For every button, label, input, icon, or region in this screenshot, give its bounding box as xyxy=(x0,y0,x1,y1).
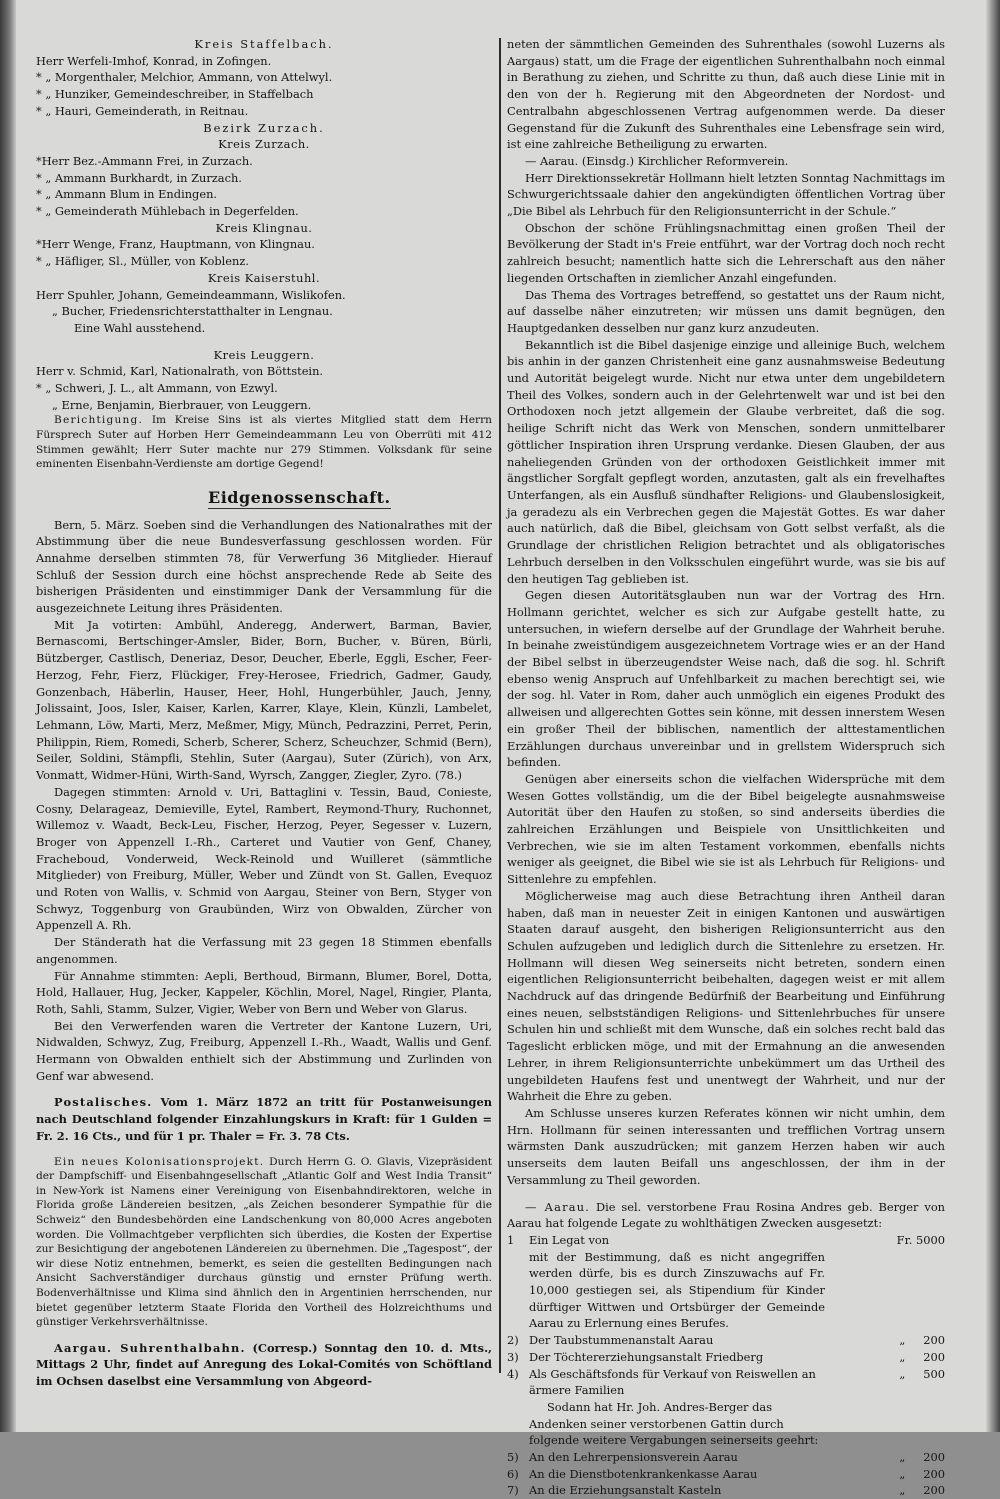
legacy-item: 6) An die Dienstbotenkrankenkasse Aarau „ 200 xyxy=(507,1466,945,1481)
article-paragraph: Genügen aber einerseits schon die vielfachen Widersprüche mit dem Wesen Gottes vollständig, um die der Bibel beigelegte ausnahmsweise Autorität über den Haufen zu stoßen, so sind anderseits überdies die zahlreichen Erzählungen und Beispiele von Unsittlichkeiten und Verbrechen, wie sie im alten Testament vorkommen, ebenfalls nichts weniger als geeignet, die Bibel wie sie ist als Lehrbuch für Religions- und Sittenlehre zu empfehlen. xyxy=(507,771,945,887)
column-divider xyxy=(499,38,501,1373)
election-line: Eine Wahl ausstehend. xyxy=(74,320,206,335)
article-paragraph: Obschon der schöne Frühlingsnachmittag einen großen Theil der Bevölkerung der Stadt in's Freie entführt, war der Vortrag doch noch recht zahlreich besucht; namentlich hatte sich die Lehrerschaft aus den näher liegenden Ortschaften in ziemlicher Anzahl eingefunden. xyxy=(507,220,945,285)
election-line: Herr Werfeli-Imhof, Konrad, in Zofingen. xyxy=(36,53,272,68)
right-column xyxy=(507,36,946,1498)
kreis-klingnau-heading: Kreis Klingnau. xyxy=(215,220,313,235)
election-line: Herr Spuhler, Johann, Gemeindeammann, Wislikofen. xyxy=(36,287,346,302)
election-line: Herr v. Schmid, Karl, Nationalrath, von Böttstein. xyxy=(36,364,324,379)
election-line: * „ Häfliger, Sl., Müller, von Koblenz. xyxy=(36,254,249,269)
article-paragraph: Bern, 5. März. Soeben sind die Verhandlungen des Nationalrathes mit der Abstimmung über die neue Bundesverfassung geschlossen worden. Für Annahme derselben stimmten 78, für Verwerfung 36 Mitglieder. Hierauf Schluß der Session durch eine höchst ansprechende Rede ab Seite des bisherigen Präsidenten und einstimmiger Dank der Versammlung für die ausgezeichnete Leitung ihres Präsidenten. xyxy=(36,517,492,616)
election-line: * „ Hauri, Gemeinderath, in Reitnau. xyxy=(36,103,249,118)
legacy-item: 7) An die Erziehungsanstalt Kasteln „ 200 xyxy=(507,1483,945,1498)
postalisches-title: Postalisches. xyxy=(54,1095,153,1110)
suhrenthalbahn-title: Aargau. Suhrenthalbahn. xyxy=(54,1340,246,1355)
election-line: * „ Morgenthaler, Melchior, Ammann, von Attelwyl. xyxy=(36,70,333,85)
election-line: „ Erne, Benjamin, Bierbrauer, von Leuggern. xyxy=(52,397,312,412)
legate-intro-text: Die sel. verstorbene Frau Rosina Andres geb. Berger von Aarau hat folgende Legate zu wohlthätigen Zwecken ausgesetzt: xyxy=(507,1199,946,1231)
election-line: „ Bucher, Friedensrichterstatthalter in Lengnau. xyxy=(52,304,333,319)
kolonisation-article xyxy=(36,1155,492,1330)
legacy-item: 3) Der Töchtererziehungsanstalt Friedberg „ 200 xyxy=(507,1349,945,1364)
article-paragraph: Mit Ja votirten: Ambühl, Anderegg, Anderwert, Barman, Bavier, Bernascomi, Bertschinger-Amsler, Bider, Born, Bucher, v. Büren, Bürli, Bützberger, Castlisch, Deneriaz, Desor, Deucher, Eberle, Eggli, Escher, Feer-Herzog, Fehr, Fierz, Flückiger, Frey-Herosee, Friedrich, Gadmer, Gaudy, Gonzenbach, Häberlin, Hauser, Heer, Hohl, Hungerbühler, Jauch, Jenny, Jolissaint, Joos, Isler, Kaiser, Karlen, Karrer, Klaye, Klein, Künzli, Lambelet, Lehmann, Löw, Marti, Merz, Meßmer, Migy, Münch, Pedrazzini, Perret, Perin, Philippin, Riem, Romedi, Scherb, Scherer, Scherz, Scheuchzer, Schmid (Bern), Seiler, Soldini, Stämpfli, Stehlin, Suter (Aargau), Suter (Zürich), von Arx, Vonmatt, Widmer-Hüni, Wirth-Sand, Wyrsch, Zangger, Ziegler, Zyro. (78.) xyxy=(36,617,492,783)
election-line: * „ Hunziker, Gemeindeschreiber, in Staffelbach xyxy=(36,87,314,102)
legacy-item: Sodann hat Hr. Joh. Andres-Berger das Andenken seiner verstorbenen Gattin durch folgende weitere Vergabungen seinerseits geehrt: xyxy=(529,1399,819,1448)
article-paragraph: Das Thema des Vortrages betreffend, so gestattet uns der Raum nicht, auf dasselbe näher einzutreten; wir müssen uns damit begnügen, den Hauptgedanken desselben nur ganz kurz anzudeuten. xyxy=(507,287,945,335)
reformverein-title: — Aarau. (Einsdg.) Kirchlicher Reformverein. xyxy=(525,153,789,168)
page-edge-left xyxy=(0,0,16,1432)
article-paragraph: Für Annahme stimmten: Aepli, Berthoud, Birmann, Blumer, Borel, Dotta, Hold, Hallauer, Hug, Jecker, Kappeler, Köchlin, Morel, Nagel, Ringier, Planta, Roth, Sahli, Stamm, Sulzer, Vigier, Weber von Bern und Weber von Glarus. xyxy=(36,968,492,1016)
election-line: *Herr Wenge, Franz, Hauptmann, von Klingnau. xyxy=(36,237,315,252)
berichtigung-text: Im Kreise Sins ist als viertes Mitglied statt dem Herrn Fürsprech Suter auf Horben Herr Gemeindeammann Leu von Oberrüti mit 412 Stimmen gewählt; Herr Suter machte nur 279 Stimmen. Volksdank für seine eminenten Eisenbahn-Verdienste am dortige Gegend! xyxy=(36,414,493,471)
article-paragraph: Gegen diesen Autoritätsglauben nun war der Vortrag des Hrn. Hollmann gerichtet, welcher es sich zur Aufgabe gestellt hatte, zu untersuchen, in wiefern derselbe auf der Grundlage der Wahrheit beruhe. In beinahe zweistündigem ausgezeichnetem Vortrage wies er an der Hand der Bibel selbst in überzeugendster Weise nach, daß die sog. hl. Schrift ebenso wenig Anspruch auf Unfehlbarkeit zu machen berechtigt sei, wie der sog. hl. Vater in Rom, daher auch unmöglich ein eigenes Produkt des allweisen und allgerechten Gottes sein könne, mit dessen innerstem Wesen ein großer Theil der biblischen, namentlich der alttestamentlichen Erzählungen durchaus unvereinbar und in grellstem Widerspruch sich befinden. xyxy=(507,588,945,770)
page-edge-right xyxy=(986,0,1000,1432)
left-column xyxy=(36,36,492,1416)
legacy-item: 5) An den Lehrerpensionsverein Aarau „ 200 xyxy=(507,1450,945,1465)
kolonisation-text: Durch Herrn G. O. Glavis, Vizepräsident der Dampfschiff- und Eisenbahngesellschaft „Atlantic Golf and West India Transit“ in New-York ist Namens einer Vereinigung von Eisenbahndirektoren, welche in Florida große Ländereien besitzen, „als Zeichen besonderer Sympathie für die Schweiz“ den Bundesbehörden eine Landschenkung von 80,000 Acres angeboten worden. Die Vollmachtgeber verpflichten sich überdies, die Kosten der Expertise zur Besichtigung der angebotenen Ländereien zu übernehmen. Die „Tagespost“, der wir diese Notiz entnehmen, bemerkt, es seien die gestellten Bedingungen nach Ansicht Sachverständiger durchaus günstig und ernster Prüfung werth. Bodenverhältnisse und Klima sind ähnlich den in Argentinien herrschenden, nur bietet gegenüber letzterm Staate Florida den Vortheil des Holzreichthums und günstiger Verkehrsverhältnisse. xyxy=(36,1155,492,1329)
kreis-kaiserstuhl-heading: Kreis Kaiserstuhl. xyxy=(207,270,321,285)
legate-title: — Aarau. xyxy=(525,1199,591,1214)
suhrenthalbahn-continuation: neten der sämmtlichen Gemeinden des Suhrenthales (sowohl Luzerns als Aargaus) statt, um die Frage der eigentlichen Suhrenthalbahn noch einmal in Berathung zu ziehen, und Schritte zu thun, daß auch diese Linie mit in den von der h. Regierung mit den Abgeordneten der Nordost- und Centralbahn abgeschlossenen Vertrag aufgenommen werde. Da dieser Gegenstand für die Zukunft des Suhrenthales eine Lebensfrage sein wird, ist eine zahlreiche Betheiligung zu erwarten. xyxy=(507,37,945,152)
article-paragraph: Bekanntlich ist die Bibel dasjenige einzige und alleinige Buch, welchem bis anhin in der ganzen Christenheit eine ganz ausnahmsweise Bedeutung und Autorität beigelegt wurde. Nicht nur etwa unter dem ungebildetern Theil des Volkes, sondern auch in der Gelehrtenwelt war und ist bei den Orthodoxen noch jetzt allgemein der Glaube verbreitet, daß die sog. heilige Schrift nicht das Werk von Menschen, sondern unmittelbarer göttlicher Inspiration ihren Ursprung verdanke. Diesen Glauben, der aus naheliegenden Gründen von der orthodoxen Geistlichkeit immer mit ängstlicher Sorgfalt gepflegt worden, anzutasten, galt als ein frevelhaftes Unterfangen, als ein Ausfluß sündhafter Religions- und Glaubenslosigkeit, ja geradezu als ein Verbrechen gegen die Majestät Gottes. Es war daher auch natürlich, daß die Bibel, gleichsam von Gott selbst verfaßt, als die Grundlage der christlichen Religion betrachtet und als obligatorisches Lehrbuch derselben in den Volksschulen eingeführt wurde, was sie bis auf den heutigen Tag geblieben ist. xyxy=(507,337,945,586)
election-line: * „ Ammann Blum in Endingen. xyxy=(36,187,218,202)
kolonisation-title: Ein neues Kolonisationsprojekt. xyxy=(54,1155,265,1168)
postalisches-text: Vom 1. März 1872 an tritt für Postanweisungen nach Deutschland folgender Einzahlungskurs in Kraft: für 1 Gulden = Fr. 2. 16 Cts., und für 1 pr. Thaler = Fr. 3. 78 Cts. xyxy=(36,1095,492,1143)
legacy-item: 1 Ein Legat von Fr. 5000 xyxy=(507,1232,945,1247)
election-line: * „ Gemeinderath Mühlebach in Degerfelden. xyxy=(36,204,299,219)
article-paragraph: Der Ständerath hat die Verfassung mit 23 gegen 18 Stimmen ebenfalls angenommen. xyxy=(36,935,492,966)
postalisches-notice xyxy=(36,1094,492,1144)
suhrenthalbahn-text: (Corresp.) Sonntag den 10. d. Mts., Mittags 2 Uhr, findet auf Anregung des Lokal-Comités von Schöftland im Ochsen daselbst eine Versammlung von Abgeord- xyxy=(36,1340,493,1389)
article-paragraph: Dagegen stimmten: Arnold v. Uri, Battaglini v. Tessin, Baud, Conieste, Cosny, Delarageaz, Demieville, Eytel, Rambert, Reymond-Thury, Ruchonnet, Willemoz v. Waadt, Beck-Leu, Fischer, Herzog, Peyer, Segesser v. Luzern, Broger von Appenzell I.-Rh., Carteret und Vautier von Genf, Chaney, Fracheboud, Vonderweid, Weck-Reinold und Wuilleret (sämmtliche Mitglieder) von Freiburg, Müller, Weber und Zündt von St. Gallen, Evequoz und Roten von Wallis, v. Schmid von Aargau, Steiner von Bern, Styger von Schwyz, Toggenburg von Graubünden, Wirz von Obwalden, Zürcher von Appenzell A. Rh. xyxy=(36,784,492,933)
eidgenossenschaft-title: Eidgenossenschaft. xyxy=(208,487,391,507)
suhrenthalbahn-article xyxy=(36,1340,492,1390)
legacy-item: mit der Bestimmung, daß es nicht angegriffen werden dürfe, bis es durch Zinszuwachs auf Fr. 10,000 gestiegen sei, als Stipendium für Kinder dürftiger Wittwen und Ortsbürger der Gemeinde Aarau zu Erlernung eines Berufes. xyxy=(529,1249,825,1331)
election-line: * „ Ammann Burkhardt, in Zurzach. xyxy=(36,170,242,185)
election-line: *Herr Bez.-Ammann Frei, in Zurzach. xyxy=(36,153,253,168)
berichtigung-title: Berichtigung. xyxy=(54,414,144,427)
legacy-item: 2) Der Taubstummenanstalt Aarau „ 200 xyxy=(507,1333,945,1348)
kreis-leuggern-heading: Kreis Leuggern. xyxy=(213,347,315,362)
bezirk-zurzach-heading: Bezirk Zurzach. xyxy=(203,120,325,135)
kreis-zurzach-heading: Kreis Zurzach. xyxy=(218,137,310,152)
article-paragraph: Herr Direktionssekretär Hollmann hielt letzten Sonntag Nachmittags im Schwurgerichtssaale dahier den angekündigten öffentlichen Vortrag über „Die Bibel als Lehrbuch für den Religionsunterricht in der Schule.“ xyxy=(507,170,945,219)
legacy-item: 4) Als Geschäftsfonds für Verkauf von Reiswellen an ärmere Familien „ 500 xyxy=(507,1366,945,1398)
article-paragraph: Am Schlusse unseres kurzen Referates können wir nicht umhin, dem Hrn. Hollmann für seinen interessanten und trefflichen Vortrag unsern wärmsten Dank auszudrücken; mit ganzem Herzen haben wir auch unserseits dem lauten Beifall uns angeschlossen, der ihm in der Versammlung zu Theil geworden. xyxy=(507,1106,945,1187)
article-paragraph: Bei den Verwerfenden waren die Vertreter der Kantone Luzern, Uri, Nidwalden, Schwyz, Zug, Freiburg, Appenzell I.-Rh., Waadt, Wallis und Genf. Hermann von Obwalden enthielt sich der Abstimmung und Zurlinden von Genf war abwesend. xyxy=(36,1018,492,1083)
berichtigung-notice xyxy=(36,413,492,471)
kreis-staffelbach-heading: Kreis Staffelbach. xyxy=(194,37,334,51)
article-paragraph: Möglicherweise mag auch diese Betrachtung ihren Antheil daran haben, daß man in neuester Zeit in einigen Kantonen und auswärtigen Staaten darauf ausgeht, den bisherigen Religionsunterricht aus den Schulen aufzugeben und lediglich durch die Sittenlehre zu ersetzen. Hr. Hollmann will diesen Weg seinerseits nicht betreten, sondern einen eigentlichen Religionsunterricht beibehalten, dagegen weist er mit allem Nachdruck auf das dringende Bedürfniß der Bearbeitung und Einführung eines neuen, selbstständigen Religions- und Sittenlehrbuches für unsere Schulen hin und schließt mit dem Wunsche, daß ein solches recht bald das Tageslicht erblicken möge, und mit der Ermahnung an die anwesenden Lehrer, in ihrem Religionsunterrichte unbekümmert um das Urtheil des ungebildeten Haufens fest und unentwegt der Wahrheit, und nur der Wahrheit die Ehre zu geben. xyxy=(507,888,945,1104)
election-line: * „ Schweri, J. L., alt Ammann, von Ezwyl. xyxy=(36,381,278,396)
legate-intro xyxy=(507,1199,945,1232)
